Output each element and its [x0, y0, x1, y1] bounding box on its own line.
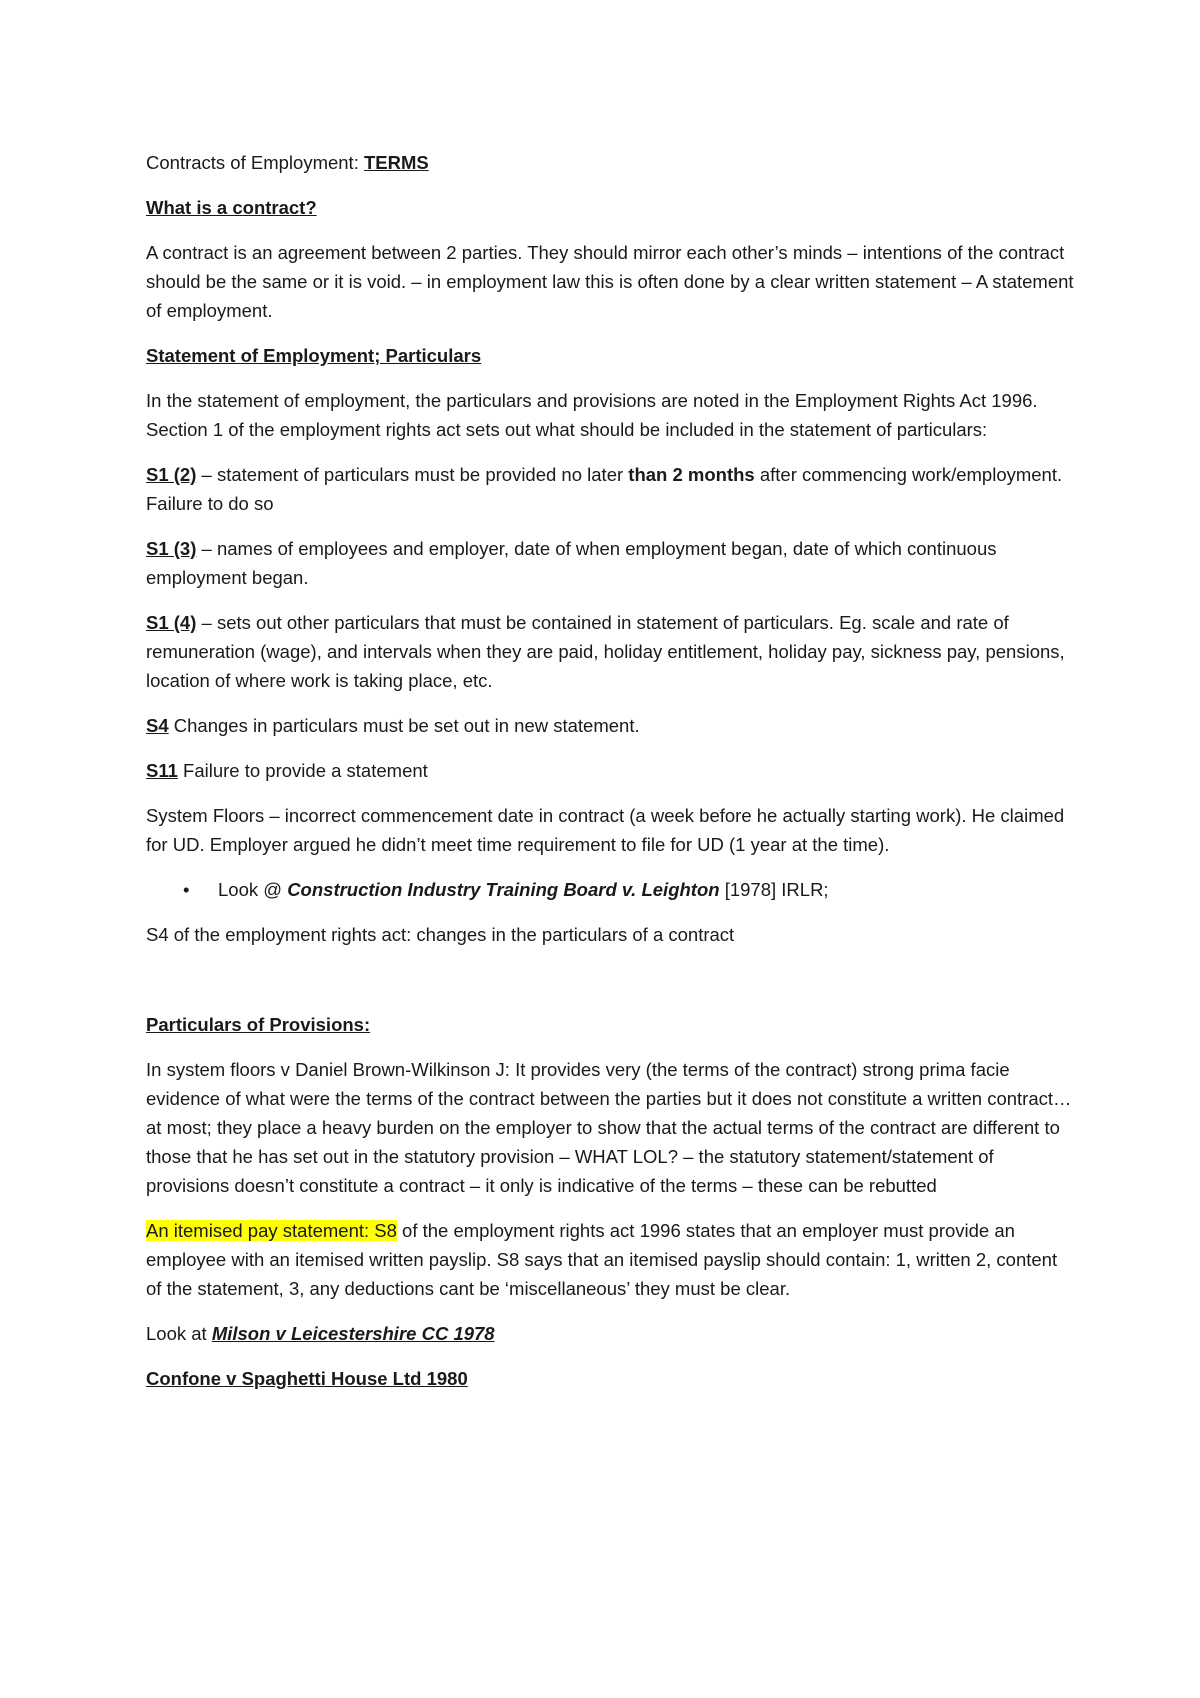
paragraph-provisions: In system floors v Daniel Brown-Wilkinson J: It provides very (the terms of the contract) strong prima facie evidence of what were the terms of the contract between the parties but it does not constitute a written contract… at most; they place a heavy burden on the employer to show that the actual terms of the contract are different to those that he has set out in the statutory provision – WHAT LOL? – the statutory statement/statement of provisions doesn’t constitute a contract – it only is indicative of the terms – these can be rebutted [146, 1059, 1072, 1196]
paragraph-s4-changes: S4 of the employment rights act: changes in the particulars of a contract [146, 924, 735, 945]
paragraph-look-milson: Look at Milson v Leicestershire CC 1978 [146, 1323, 495, 1344]
document-title: Contracts of Employment: TERMS [146, 152, 429, 173]
section-s1-3: S1 (3) – names of employees and employer, date of when employment began, date of which continuous employment began. [146, 538, 997, 588]
section-ref: S11 [146, 760, 178, 781]
section-s1-2: S1 (2) – statement of particulars must be provided no later than 2 months after commencing work/employment. Failure to do so [146, 464, 1063, 514]
paragraph-contract-definition: A contract is an agreement between 2 parties. They should mirror each other’s minds – intentions of the contract should be the same or it is void. – in employment law this is often done by a clear written statement – A statement of employment. [146, 242, 1074, 321]
heading-particulars-of-provisions: Particulars of Provisions: [146, 1014, 371, 1035]
heading-statement-of-employment: Statement of Employment; Particulars [146, 345, 482, 366]
case-citation: Milson v Leicestershire CC 1978 [211, 1323, 495, 1344]
section-ref: S4 [146, 715, 169, 736]
list-item: • Look @ Construction Industry Training Board v. Leighton [1978] IRLR; [146, 875, 1076, 904]
case-heading-confone: Confone v Spaghetti House Ltd 1980 [146, 1368, 468, 1389]
section-ref: S1 (2) [146, 464, 197, 485]
paragraph-statement-intro: In the statement of employment, the particulars and provisions are noted in the Employment Rights Act 1996. Section 1 of the employment rights act sets out what should be included in the statement of particulars: [146, 390, 1038, 440]
section-ref: S1 (4) [146, 612, 197, 633]
bullet-icon: • [183, 879, 190, 900]
section-s4: S4 Changes in particulars must be set out in new statement. [146, 715, 640, 736]
title-emphasis: TERMS [363, 152, 429, 173]
paragraph-system-floors: System Floors – incorrect commencement date in contract (a week before he actually starting work). He claimed for UD. Employer argued he didn’t meet time requirement to file for UD (1 year at the time). [146, 805, 1065, 855]
section-s1-4: S1 (4) – sets out other particulars that must be contained in statement of particulars. Eg. scale and rate of remuneration (wage), and intervals when they are paid, holiday entitlement, holiday pay, sickness pay, pensions, location of where work is taking place, etc. [146, 612, 1065, 691]
section-ref: S1 (3) [146, 538, 197, 559]
case-citation: Construction Industry Training Board v. Leighton [287, 879, 720, 900]
section-s11: S11 Failure to provide a statement [146, 760, 428, 781]
highlighted-text: An itemised pay statement: S8 [146, 1220, 397, 1241]
paragraph-itemised-pay: An itemised pay statement: S8 of the employment rights act 1996 states that an employer must provide an employee with an itemised written payslip. S8 says that an itemised payslip should contain: 1, written 2, content of the statement, 3, any deductions cant be ‘miscellaneous’ they must be clear. [146, 1220, 1058, 1299]
blank-line [146, 965, 1076, 1010]
heading-what-is-contract: What is a contract? [146, 197, 317, 218]
document-body [146, 148, 1076, 1409]
